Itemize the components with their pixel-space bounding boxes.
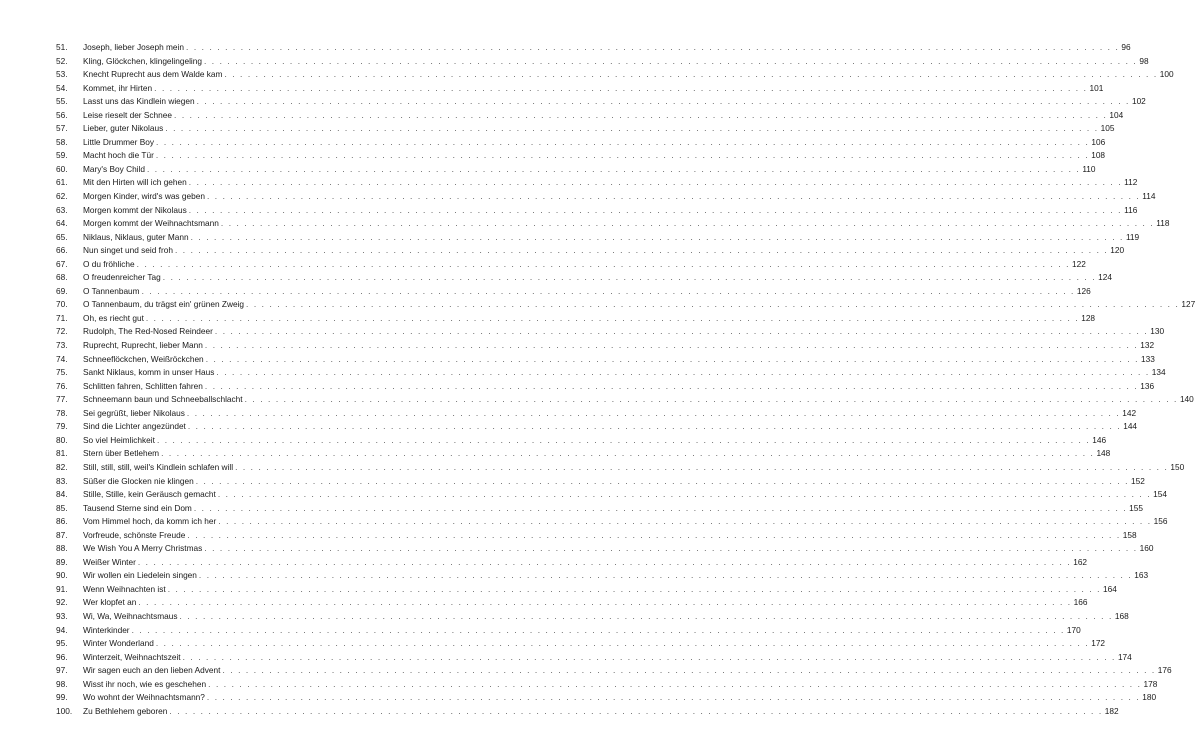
table-of-contents — [56, 41, 1195, 718]
entry-title: O Tannenbaum — [83, 285, 140, 296]
entry-title: Knecht Ruprecht aus dem Walde kam — [83, 69, 223, 80]
entry-page-number: 114 — [1142, 191, 1156, 202]
dot-leader: . . . . . . . . . . . . . . . . . . . . . . . . . . . . . . . . . . . . . . . . . . . . . . . . . . . . . . . . . . . . . . . . . . . . . . . . . . . . . . . . . . . . . . . . . . . . . . . . . . . . . . . . . . . . . . . . . . . . . . . . — [218, 516, 1152, 527]
entry-page-number: 118 — [1156, 218, 1170, 229]
entry-page-number: 154 — [1153, 489, 1167, 500]
entry-title: Mary's Boy Child — [83, 163, 145, 174]
entry-title: O freudenreicher Tag — [83, 272, 161, 283]
toc-entry — [56, 55, 1149, 69]
entry-page-number: 142 — [1122, 407, 1137, 418]
entry-number: 63. — [56, 204, 68, 215]
entry-page-number: 104 — [1109, 109, 1124, 120]
toc-entry — [56, 217, 1170, 231]
entry-page-number: 112 — [1124, 177, 1138, 188]
entry-title: Leise rieselt der Schnee — [83, 109, 173, 120]
entry-title: Winterkinder — [83, 624, 130, 635]
dot-leader: . . . . . . . . . . . . . . . . . . . . . . . . . . . . . . . . . . . . . . . . . . . . . . . . . . . . . . . . . . . . . . . . . . . . . . . . . . . . . . . . . . . . . . . . . . . . . . . . . . . . . . . . . . . . . . . . . . . . . . . . — [146, 163, 1081, 174]
entry-title: Niklaus, Niklaus, guter Mann — [83, 231, 189, 242]
entry-page-number: 148 — [1096, 448, 1111, 459]
toc-entry — [56, 258, 1086, 272]
entry-title: Stille, Stille, kein Geräusch gemacht — [83, 489, 216, 500]
dot-leader: . . . . . . . . . . . . . . . . . . . . . . . . . . . . . . . . . . . . . . . . . . . . . . . . . . . . . . . . . . . . . . . . . . . . . . . . . . . . . . . . . . . . . . . . . . . . . . . . . . . . . . . . . . . . . . . . . . . . . . . . — [131, 624, 1065, 635]
entry-page-number: 124 — [1098, 272, 1112, 283]
entry-page-number: 164 — [1103, 583, 1117, 594]
entry-page-number: 176 — [1157, 665, 1172, 676]
entry-number: 88. — [56, 543, 68, 554]
toc-entry — [56, 82, 1104, 96]
toc-entry — [56, 176, 1138, 190]
entry-page-number: 158 — [1122, 529, 1137, 540]
toc-entry — [56, 529, 1137, 543]
toc-entry — [56, 190, 1156, 204]
entry-number: 87. — [56, 529, 68, 540]
entry-title: Zu Bethlehem geboren — [83, 705, 168, 716]
toc-entry — [56, 515, 1168, 529]
dot-leader: . . . . . . . . . . . . . . . . . . . . . . . . . . . . . . . . . . . . . . . . . . . . . . . . . . . . . . . . . . . . . . . . . . . . . . . . . . . . . . . . . . . . . . . . . . . . . . . . . . . . . . . . . . . . . . . . . . . . . . . . — [174, 245, 1109, 256]
toc-entry — [56, 285, 1091, 299]
entry-number: 94. — [56, 624, 68, 635]
dot-leader: . . . . . . . . . . . . . . . . . . . . . . . . . . . . . . . . . . . . . . . . . . . . . . . . . . . . . . . . . . . . . . . . . . . . . . . . . . . . . . . . . . . . . . . . . . . . . . . . . . . . . . . . . . . . . . . . . . . . . . . . — [156, 434, 1091, 445]
dot-leader: . . . . . . . . . . . . . . . . . . . . . . . . . . . . . . . . . . . . . . . . . . . . . . . . . . . . . . . . . . . . . . . . . . . . . . . . . . . . . . . . . . . . . . . . . . . . . . . . . . . . . . . . . . . . . . . . . . . . . . . . — [138, 597, 1072, 608]
dot-leader: . . . . . . . . . . . . . . . . . . . . . . . . . . . . . . . . . . . . . . . . . . . . . . . . . . . . . . . . . . . . . . . . . . . . . . . . . . . . . . . . . . . . . . . . . . . . . . . . . . . . . . . . . . . . . . . . . . . . . . . . — [155, 638, 1090, 649]
entry-title: Schlitten fahren, Schlitten fahren — [83, 380, 203, 391]
entry-number: 70. — [56, 299, 68, 310]
toc-entry — [56, 407, 1137, 421]
entry-number: 62. — [56, 191, 68, 202]
entry-title: Kling, Glöckchen, klingelingeling — [83, 55, 202, 66]
entry-number: 64. — [56, 218, 68, 229]
entry-page-number: 160 — [1139, 543, 1154, 554]
entry-number: 56. — [56, 109, 68, 120]
toc-entry — [56, 204, 1138, 218]
entry-page-number: 168 — [1114, 610, 1129, 621]
entry-number: 76. — [56, 380, 68, 391]
toc-entry — [56, 68, 1174, 82]
entry-page-number: 182 — [1104, 705, 1119, 716]
entry-page-number: 174 — [1117, 651, 1132, 662]
entry-number: 78. — [56, 407, 68, 418]
entry-page-number: 156 — [1153, 516, 1168, 527]
entry-number: 85. — [56, 502, 68, 513]
entry-page-number: 134 — [1151, 367, 1166, 378]
dot-leader: . . . . . . . . . . . . . . . . . . . . . . . . . . . . . . . . . . . . . . . . . . . . . . . . . . . . . . . . . . . . . . . . . . . . . . . . . . . . . . . . . . . . . . . . . . . . . . . . . . . . . . . . . . . . . . . . . . . . . . . . — [165, 123, 1099, 134]
toc-entry — [56, 624, 1081, 638]
entry-title: Sei gegrüßt, lieber Nikolaus — [83, 407, 185, 418]
entry-number: 72. — [56, 326, 68, 337]
entry-title: Wi, Wa, Weihnachtsmaus — [83, 610, 178, 621]
dot-leader: . . . . . . . . . . . . . . . . . . . . . . . . . . . . . . . . . . . . . . . . . . . . . . . . . . . . . . . . . . . . . . . . . . . . . . . . . . . . . . . . . . . . . . . . . . . . . . . . . . . . . . . . . . . . . . . . . . . . . . . . — [198, 570, 1133, 581]
toc-entry — [56, 122, 1115, 136]
dot-leader: . . . . . . . . . . . . . . . . . . . . . . . . . . . . . . . . . . . . . . . . . . . . . . . . . . . . . . . . . . . . . . . . . . . . . . . . . . . . . . . . . . . . . . . . . . . . . . . . . . . . . . . . . . . . . . . . . . . . . . . . — [187, 421, 1122, 432]
entry-number: 84. — [56, 489, 68, 500]
entry-page-number: 110 — [1082, 163, 1096, 174]
entry-page-number: 106 — [1091, 136, 1106, 147]
dot-leader: . . . . . . . . . . . . . . . . . . . . . . . . . . . . . . . . . . . . . . . . . . . . . . . . . . . . . . . . . . . . . . . . . . . . . . . . . . . . . . . . . . . . . . . . . . . . . . . . . . . . . . . . . . . . . . . . . . . . . . . . — [204, 55, 1138, 66]
entry-number: 54. — [56, 82, 68, 93]
entry-title: Wir wollen ein Liedelein singen — [83, 570, 197, 581]
toc-entry — [56, 637, 1106, 651]
entry-number: 93. — [56, 610, 68, 621]
entry-number: 90. — [56, 570, 68, 581]
entry-title: Sind die Lichter angezündet — [83, 421, 186, 432]
dot-leader: . . . . . . . . . . . . . . . . . . . . . . . . . . . . . . . . . . . . . . . . . . . . . . . . . . . . . . . . . . . . . . . . . . . . . . . . . . . . . . . . . . . . . . . . . . . . . . . . . . . . . . . . . . . . . . . . . . . . . . . . — [169, 705, 1103, 716]
entry-number: 53. — [56, 69, 68, 80]
toc-entry — [56, 312, 1096, 326]
toc-entry — [56, 447, 1111, 461]
toc-entry — [56, 475, 1145, 489]
dot-leader: . . . . . . . . . . . . . . . . . . . . . . . . . . . . . . . . . . . . . . . . . . . . . . . . . . . . . . . . . . . . . . . . . . . . . . . . . . . . . . . . . . . . . . . . . . . . . . . . . . . . . . . . . . . . . . . . . . . . . . . . — [206, 692, 1141, 703]
entry-page-number: 98 — [1139, 55, 1149, 66]
entry-page-number: 101 — [1089, 82, 1104, 93]
toc-entry — [56, 678, 1158, 692]
dot-leader: . . . . . . . . . . . . . . . . . . . . . . . . . . . . . . . . . . . . . . . . . . . . . . . . . . . . . . . . . . . . . . . . . . . . . . . . . . . . . . . . . . . . . . . . . . . . . . . . . . . . . . . . . . . . . . . . . . . . . . . . — [196, 96, 1130, 107]
toc-entry — [56, 420, 1138, 434]
toc-entry — [56, 651, 1132, 665]
toc-entry — [56, 705, 1119, 719]
entry-title: Joseph, lieber Joseph mein — [83, 42, 185, 52]
entry-page-number: 132 — [1140, 340, 1155, 351]
entry-number: 75. — [56, 367, 68, 378]
entry-title: O du fröhliche — [83, 258, 135, 269]
entry-number: 91. — [56, 583, 68, 594]
entry-number: 99. — [56, 692, 68, 703]
toc-entry — [56, 271, 1112, 285]
toc-entry — [56, 502, 1144, 516]
entry-page-number: 133 — [1141, 353, 1155, 364]
entry-page-number: 128 — [1081, 312, 1096, 323]
dot-leader: . . . . . . . . . . . . . . . . . . . . . . . . . . . . . . . . . . . . . . . . . . . . . . . . . . . . . . . . . . . . . . . . . . . . . . . . . . . . . . . . . . . . . . . . . . . . . . . . . . . . . . . . . . . . . . . . . . . . . . . . — [220, 218, 1155, 229]
dot-leader: . . . . . . . . . . . . . . . . . . . . . . . . . . . . . . . . . . . . . . . . . . . . . . . . . . . . . . . . . . . . . . . . . . . . . . . . . . . . . . . . . . . . . . . . . . . . . . . . . . . . . . . . . . . . . . . . . . . . . . . . — [235, 461, 1169, 472]
entry-page-number: 102 — [1131, 96, 1146, 107]
toc-entry — [56, 569, 1149, 583]
dot-leader: . . . . . . . . . . . . . . . . . . . . . . . . . . . . . . . . . . . . . . . . . . . . . . . . . . . . . . . . . . . . . . . . . . . . . . . . . . . . . . . . . . . . . . . . . . . . . . . . . . . . . . . . . . . . . . . . . . . . . . . . — [154, 82, 1088, 93]
entry-page-number: 136 — [1140, 380, 1155, 391]
entry-number: 97. — [56, 665, 68, 676]
entry-page-number: 166 — [1073, 597, 1088, 608]
entry-page-number: 155 — [1129, 502, 1144, 513]
entry-page-number: 119 — [1125, 231, 1140, 242]
entry-page-number: 178 — [1143, 678, 1158, 689]
toc-entry — [56, 380, 1155, 394]
entry-page-number: 130 — [1150, 326, 1165, 337]
dot-leader: . . . . . . . . . . . . . . . . . . . . . . . . . . . . . . . . . . . . . . . . . . . . . . . . . . . . . . . . . . . . . . . . . . . . . . . . . . . . . . . . . . . . . . . . . . . . . . . . . . . . . . . . . . . . . . . . . . . . . . . . — [195, 475, 1130, 486]
entry-number: 82. — [56, 461, 68, 472]
entry-number: 98. — [56, 678, 68, 689]
entry-title: Morgen kommt der Weihnachtsmann — [83, 218, 219, 229]
entry-number: 100. — [56, 705, 73, 716]
entry-title: Weißer Winter — [83, 556, 136, 567]
dot-leader: . . . . . . . . . . . . . . . . . . . . . . . . . . . . . . . . . . . . . . . . . . . . . . . . . . . . . . . . . . . . . . . . . . . . . . . . . . . . . . . . . . . . . . . . . . . . . . . . . . . . . . . . . . . . . . . . . . . . . . . . — [186, 42, 1120, 52]
entry-number: 92. — [56, 597, 68, 608]
entry-title: Mit den Hirten will ich gehen — [83, 177, 187, 188]
entry-title: Tausend Sterne sind ein Dom — [83, 502, 192, 513]
dot-leader: . . . . . . . . . . . . . . . . . . . . . . . . . . . . . . . . . . . . . . . . . . . . . . . . . . . . . . . . . . . . . . . . . . . . . . . . . . . . . . . . . . . . . . . . . . . . . . . . . . . . . . . . . . . . . . . . . . . . . . . . — [216, 367, 1150, 378]
dot-leader: . . . . . . . . . . . . . . . . . . . . . . . . . . . . . . . . . . . . . . . . . . . . . . . . . . . . . . . . . . . . . . . . . . . . . . . . . . . . . . . . . . . . . . . . . . . . . . . . . . . . . . . . . . . . . . . . . . . . . . . . — [188, 177, 1123, 188]
entry-title: Nun singet und seid froh — [83, 245, 173, 256]
entry-page-number: 152 — [1131, 475, 1145, 486]
dot-leader: . . . . . . . . . . . . . . . . . . . . . . . . . . . . . . . . . . . . . . . . . . . . . . . . . . . . . . . . . . . . . . . . . . . . . . . . . . . . . . . . . . . . . . . . . . . . . . . . . . . . . . . . . . . . . . . . . . . . . . . . — [217, 489, 1152, 500]
entry-number: 89. — [56, 556, 68, 567]
toc-entry — [56, 488, 1167, 502]
entry-page-number: 100 — [1159, 69, 1174, 80]
entry-page-number: 140 — [1179, 394, 1194, 405]
entry-title: Wisst ihr noch, wie es geschehen — [83, 678, 207, 689]
toc-entry — [56, 596, 1088, 610]
entry-page-number: 122 — [1071, 258, 1086, 269]
dot-leader: . . . . . . . . . . . . . . . . . . . . . . . . . . . . . . . . . . . . . . . . . . . . . . . . . . . . . . . . . . . . . . . . . . . . . . . . . . . . . . . . . . . . . . . . . . . . . . . . . . . . . . . . . . . . . . . . . . . . . . . . — [155, 150, 1090, 161]
toc-entry — [56, 542, 1154, 556]
dot-leader: . . . . . . . . . . . . . . . . . . . . . . . . . . . . . . . . . . . . . . . . . . . . . . . . . . . . . . . . . . . . . . . . . . . . . . . . . . . . . . . . . . . . . . . . . . . . . . . . . . . . . . . . . . . . . . . . . . . . . . . . — [162, 272, 1097, 283]
entry-number: 83. — [56, 475, 68, 486]
entry-page-number: 126 — [1076, 285, 1091, 296]
entry-title: Vom Himmel hoch, da komm ich her — [83, 516, 217, 527]
toc-entry — [56, 610, 1129, 624]
toc-entry — [56, 163, 1096, 177]
dot-leader: . . . . . . . . . . . . . . . . . . . . . . . . . . . . . . . . . . . . . . . . . . . . . . . . . . . . . . . . . . . . . . . . . . . . . . . . . . . . . . . . . . . . . . . . . . . . . . . . . . . . . . . . . . . . . . . . . . . . . . . . — [187, 529, 1121, 540]
toc-entry — [56, 461, 1185, 475]
dot-leader: . . . . . . . . . . . . . . . . . . . . . . . . . . . . . . . . . . . . . . . . . . . . . . . . . . . . . . . . . . . . . . . . . . . . . . . . . . . . . . . . . . . . . . . . . . . . . . . . . . . . . . . . . . . . . . . . . . . . . . . . — [167, 583, 1102, 594]
toc-entry — [56, 353, 1155, 367]
entry-number: 61. — [56, 177, 68, 188]
toc-entry — [56, 393, 1194, 407]
entry-page-number: 162 — [1073, 556, 1088, 567]
entry-title: Wo wohnt der Weihnachtsmann? — [83, 692, 205, 703]
toc-entry — [56, 149, 1106, 163]
toc-entry — [56, 231, 1140, 245]
dot-leader: . . . . . . . . . . . . . . . . . . . . . . . . . . . . . . . . . . . . . . . . . . . . . . . . . . . . . . . . . . . . . . . . . . . . . . . . . . . . . . . . . . . . . . . . . . . . . . . . . . . . . . . . . . . . . . . . . . . . . . . . — [204, 340, 1139, 351]
entry-number: 67. — [56, 258, 68, 269]
dot-leader: . . . . . . . . . . . . . . . . . . . . . . . . . . . . . . . . . . . . . . . . . . . . . . . . . . . . . . . . . . . . . . . . . . . . . . . . . . . . . . . . . . . . . . . . . . . . . . . . . . . . . . . . . . . . . . . . . . . . . . . . — [224, 69, 1158, 80]
toc-entry — [56, 244, 1125, 258]
entry-number: 65. — [56, 231, 68, 242]
entry-number: 59. — [56, 150, 68, 161]
entry-page-number: 163 — [1134, 570, 1149, 581]
entry-number: 80. — [56, 434, 68, 445]
entry-title: Oh, es riecht gut — [83, 312, 144, 323]
dot-leader: . . . . . . . . . . . . . . . . . . . . . . . . . . . . . . . . . . . . . . . . . . . . . . . . . . . . . . . . . . . . . . . . . . . . . . . . . . . . . . . . . . . . . . . . . . . . . . . . . . . . . . . . . . . . . . . . . . . . . . . . — [190, 231, 1124, 242]
entry-page-number: 127 — [1181, 299, 1195, 310]
entry-title: Stern über Betlehem — [83, 448, 160, 459]
toc-entry — [56, 366, 1166, 380]
dot-leader: . . . . . . . . . . . . . . . . . . . . . . . . . . . . . . . . . . . . . . . . . . . . . . . . . . . . . . . . . . . . . . . . . . . . . . . . . . . . . . . . . . . . . . . . . . . . . . . . . . . . . . . . . . . . . . . . . . . . . . . . — [137, 556, 1072, 567]
entry-title: Winter Wonderland — [83, 638, 154, 649]
entry-number: 73. — [56, 340, 68, 351]
entry-title: Little Drummer Boy — [83, 136, 155, 147]
entry-number: 58. — [56, 136, 68, 147]
entry-title: Lieber, guter Nikolaus — [83, 123, 164, 134]
toc-entry — [56, 41, 1131, 55]
dot-leader: . . . . . . . . . . . . . . . . . . . . . . . . . . . . . . . . . . . . . . . . . . . . . . . . . . . . . . . . . . . . . . . . . . . . . . . . . . . . . . . . . . . . . . . . . . . . . . . . . . . . . . . . . . . . . . . . . . . . . . . . — [186, 407, 1121, 418]
toc-entry — [56, 434, 1107, 448]
entry-number: 96. — [56, 651, 68, 662]
toc-entry — [56, 691, 1157, 705]
entry-number: 79. — [56, 421, 68, 432]
entry-page-number: 96 — [1121, 42, 1131, 52]
toc-entry — [56, 339, 1155, 353]
dot-leader: . . . . . . . . . . . . . . . . . . . . . . . . . . . . . . . . . . . . . . . . . . . . . . . . . . . . . . . . . . . . . . . . . . . . . . . . . . . . . . . . . . . . . . . . . . . . . . . . . . . . . . . . . . . . . . . . . . . . . . . . — [145, 312, 1080, 323]
dot-leader: . . . . . . . . . . . . . . . . . . . . . . . . . . . . . . . . . . . . . . . . . . . . . . . . . . . . . . . . . . . . . . . . . . . . . . . . . . . . . . . . . . . . . . . . . . . . . . . . . . . . . . . . . . . . . . . . . . . . . . . . — [244, 394, 1178, 405]
entry-title: Schneemann baun und Schneeballschlacht — [83, 394, 243, 405]
toc-entry — [56, 109, 1124, 123]
dot-leader: . . . . . . . . . . . . . . . . . . . . . . . . . . . . . . . . . . . . . . . . . . . . . . . . . . . . . . . . . . . . . . . . . . . . . . . . . . . . . . . . . . . . . . . . . . . . . . . . . . . . . . . . . . . . . . . . . . . . . . . . — [136, 258, 1070, 269]
entry-page-number: 172 — [1091, 638, 1106, 649]
entry-page-number: 180 — [1142, 692, 1157, 703]
entry-title: Wer klopfet an — [83, 597, 137, 608]
dot-leader: . . . . . . . . . . . . . . . . . . . . . . . . . . . . . . . . . . . . . . . . . . . . . . . . . . . . . . . . . . . . . . . . . . . . . . . . . . . . . . . . . . . . . . . . . . . . . . . . . . . . . . . . . . . . . . . . . . . . . . . . — [141, 285, 1075, 296]
entry-title: Sankt Niklaus, komm in unser Haus — [83, 367, 215, 378]
entry-number: 68. — [56, 272, 68, 283]
entry-title: Vorfreude, schönste Freude — [83, 529, 186, 540]
dot-leader: . . . . . . . . . . . . . . . . . . . . . . . . . . . . . . . . . . . . . . . . . . . . . . . . . . . . . . . . . . . . . . . . . . . . . . . . . . . . . . . . . . . . . . . . . . . . . . . . . . . . . . . . . . . . . . . . . . . . . . . . — [206, 191, 1141, 202]
dot-leader: . . . . . . . . . . . . . . . . . . . . . . . . . . . . . . . . . . . . . . . . . . . . . . . . . . . . . . . . . . . . . . . . . . . . . . . . . . . . . . . . . . . . . . . . . . . . . . . . . . . . . . . . . . . . . . . . . . . . . . . . — [188, 204, 1123, 215]
dot-leader: . . . . . . . . . . . . . . . . . . . . . . . . . . . . . . . . . . . . . . . . . . . . . . . . . . . . . . . . . . . . . . . . . . . . . . . . . . . . . . . . . . . . . . . . . . . . . . . . . . . . . . . . . . . . . . . . . . . . . . . . — [205, 353, 1140, 364]
dot-leader: . . . . . . . . . . . . . . . . . . . . . . . . . . . . . . . . . . . . . . . . . . . . . . . . . . . . . . . . . . . . . . . . . . . . . . . . . . . . . . . . . . . . . . . . . . . . . . . . . . . . . . . . . . . . . . . . . . . . . . . . — [174, 109, 1108, 120]
entry-number: 51. — [56, 42, 68, 52]
entry-title: So viel Heimlichkeit — [83, 434, 155, 445]
toc-entry — [56, 325, 1165, 339]
dot-leader: . . . . . . . . . . . . . . . . . . . . . . . . . . . . . . . . . . . . . . . . . . . . . . . . . . . . . . . . . . . . . . . . . . . . . . . . . . . . . . . . . . . . . . . . . . . . . . . . . . . . . . . . . . . . . . . . . . . . . . . . — [246, 299, 1180, 310]
entry-page-number: 150 — [1170, 461, 1185, 472]
toc-entry — [56, 298, 1195, 312]
entry-title: Morgen kommt der Nikolaus — [83, 204, 187, 215]
entry-page-number: 105 — [1100, 123, 1115, 134]
dot-leader: . . . . . . . . . . . . . . . . . . . . . . . . . . . . . . . . . . . . . . . . . . . . . . . . . . . . . . . . . . . . . . . . . . . . . . . . . . . . . . . . . . . . . . . . . . . . . . . . . . . . . . . . . . . . . . . . . . . . . . . . — [156, 136, 1090, 147]
entry-number: 71. — [56, 312, 68, 323]
dot-leader: . . . . . . . . . . . . . . . . . . . . . . . . . . . . . . . . . . . . . . . . . . . . . . . . . . . . . . . . . . . . . . . . . . . . . . . . . . . . . . . . . . . . . . . . . . . . . . . . . . . . . . . . . . . . . . . . . . . . . . . . — [222, 665, 1156, 676]
dot-leader: . . . . . . . . . . . . . . . . . . . . . . . . . . . . . . . . . . . . . . . . . . . . . . . . . . . . . . . . . . . . . . . . . . . . . . . . . . . . . . . . . . . . . . . . . . . . . . . . . . . . . . . . . . . . . . . . . . . . . . . . — [179, 610, 1113, 621]
entry-title: Kommet, ihr Hirten — [83, 82, 153, 93]
entry-number: 86. — [56, 516, 68, 527]
toc-entry — [56, 136, 1106, 150]
entry-page-number: 146 — [1092, 434, 1107, 445]
entry-page-number: 108 — [1091, 150, 1106, 161]
entry-number: 57. — [56, 123, 68, 134]
entry-title: Winterzeit, Weihnachtszeit — [83, 651, 181, 662]
entry-page-number: 116 — [1124, 204, 1138, 215]
entry-title: Still, still, still, weil's Kindlein schlafen will — [83, 461, 234, 472]
entry-title: We Wish You A Merry Christmas — [83, 543, 203, 554]
entry-page-number: 144 — [1123, 421, 1138, 432]
dot-leader: . . . . . . . . . . . . . . . . . . . . . . . . . . . . . . . . . . . . . . . . . . . . . . . . . . . . . . . . . . . . . . . . . . . . . . . . . . . . . . . . . . . . . . . . . . . . . . . . . . . . . . . . . . . . . . . . . . . . . . . . — [204, 543, 1138, 554]
entry-number: 66. — [56, 245, 68, 256]
entry-page-number: 120 — [1110, 245, 1125, 256]
entry-title: Rudolph, The Red-Nosed Reindeer — [83, 326, 213, 337]
entry-title: Morgen Kinder, wird's was geben — [83, 191, 205, 202]
dot-leader: . . . . . . . . . . . . . . . . . . . . . . . . . . . . . . . . . . . . . . . . . . . . . . . . . . . . . . . . . . . . . . . . . . . . . . . . . . . . . . . . . . . . . . . . . . . . . . . . . . . . . . . . . . . . . . . . . . . . . . . . — [208, 678, 1142, 689]
entry-number: 74. — [56, 353, 68, 364]
entry-title: Wir sagen euch an den lieben Advent — [83, 665, 221, 676]
entry-number: 55. — [56, 96, 68, 107]
toc-entry — [56, 95, 1146, 109]
toc-entry — [56, 664, 1172, 678]
entry-title: Ruprecht, Ruprecht, lieber Mann — [83, 340, 203, 351]
entry-number: 60. — [56, 163, 68, 174]
dot-leader: . . . . . . . . . . . . . . . . . . . . . . . . . . . . . . . . . . . . . . . . . . . . . . . . . . . . . . . . . . . . . . . . . . . . . . . . . . . . . . . . . . . . . . . . . . . . . . . . . . . . . . . . . . . . . . . . . . . . . . . . — [214, 326, 1149, 337]
entry-number: 69. — [56, 285, 68, 296]
entry-page-number: 170 — [1066, 624, 1081, 635]
entry-title: Süßer die Glocken nie klingen — [83, 475, 194, 486]
dot-leader: . . . . . . . . . . . . . . . . . . . . . . . . . . . . . . . . . . . . . . . . . . . . . . . . . . . . . . . . . . . . . . . . . . . . . . . . . . . . . . . . . . . . . . . . . . . . . . . . . . . . . . . . . . . . . . . . . . . . . . . . — [193, 502, 1128, 513]
entry-title: Macht hoch die Tür — [83, 150, 154, 161]
entry-title: Schneeflöckchen, Weißröckchen — [83, 353, 204, 364]
entry-number: 95. — [56, 638, 68, 649]
entry-number: 52. — [56, 55, 68, 66]
dot-leader: . . . . . . . . . . . . . . . . . . . . . . . . . . . . . . . . . . . . . . . . . . . . . . . . . . . . . . . . . . . . . . . . . . . . . . . . . . . . . . . . . . . . . . . . . . . . . . . . . . . . . . . . . . . . . . . . . . . . . . . . — [182, 651, 1116, 662]
entry-title: O Tannenbaum, du trägst ein' grünen Zweig — [83, 299, 245, 310]
dot-leader: . . . . . . . . . . . . . . . . . . . . . . . . . . . . . . . . . . . . . . . . . . . . . . . . . . . . . . . . . . . . . . . . . . . . . . . . . . . . . . . . . . . . . . . . . . . . . . . . . . . . . . . . . . . . . . . . . . . . . . . . — [204, 380, 1139, 391]
toc-entry — [56, 556, 1088, 570]
toc-entry — [56, 583, 1117, 597]
entry-number: 81. — [56, 448, 68, 459]
entry-number: 77. — [56, 394, 68, 405]
entry-title: Wenn Weihnachten ist — [83, 583, 166, 594]
entry-title: Lasst uns das Kindlein wiegen — [83, 96, 195, 107]
dot-leader: . . . . . . . . . . . . . . . . . . . . . . . . . . . . . . . . . . . . . . . . . . . . . . . . . . . . . . . . . . . . . . . . . . . . . . . . . . . . . . . . . . . . . . . . . . . . . . . . . . . . . . . . . . . . . . . . . . . . . . . . — [161, 448, 1095, 459]
